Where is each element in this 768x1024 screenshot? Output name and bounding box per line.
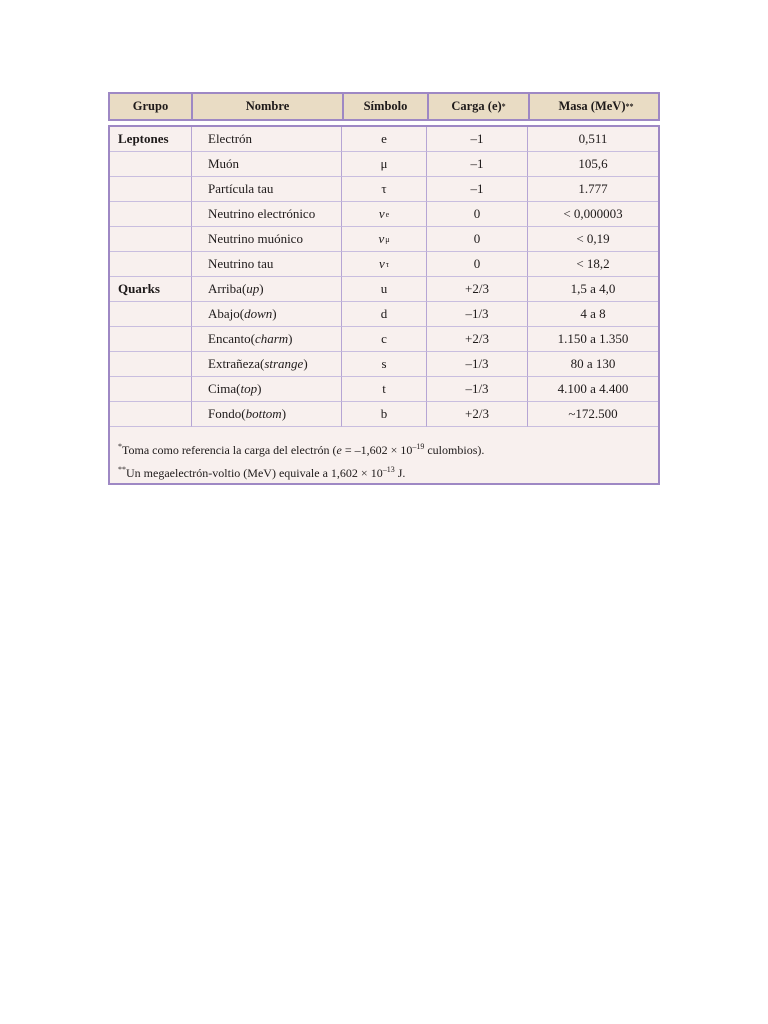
symbol-cell [342, 402, 427, 427]
charge-cell: –1/3 [427, 302, 528, 327]
particle-name-english: up [246, 281, 260, 296]
mass-cell: 1.777 [528, 177, 658, 202]
symbol-cell [342, 227, 427, 252]
particle-symbol: c [381, 331, 387, 346]
header-symbol: Símbolo [344, 94, 429, 119]
charge-cell: +2/3 [427, 402, 528, 427]
table-rows [110, 127, 658, 427]
symbol-cell [342, 302, 427, 327]
header-charge-mark: * [501, 102, 506, 111]
group-cell: Quarks [110, 277, 192, 302]
footnote-2-exp: –13 [382, 465, 395, 474]
particle-name-cell [192, 227, 342, 252]
table-header [108, 92, 660, 121]
particle-name: Neutrino muónico [208, 231, 303, 246]
particle-name: Neutrino tau [208, 256, 274, 271]
mass-cell: ~172.500 [528, 402, 658, 427]
particle-name-english: charm [254, 331, 289, 346]
particle-name-english: down [244, 306, 273, 321]
particle-name: Neutrino electrónico [208, 206, 316, 221]
particle-name: Muón [208, 156, 240, 171]
charge-cell: 0 [427, 252, 528, 277]
charge-cell: –1/3 [427, 352, 528, 377]
charge-cell: +2/3 [427, 327, 528, 352]
footnote-1-exp: –19 [412, 442, 425, 451]
particle-name: Fondo [208, 406, 242, 421]
particle-symbol-subscript: μ [385, 234, 390, 244]
header-mass-label: Masa (MeV) [558, 99, 626, 113]
particle-symbol: ν [378, 231, 385, 246]
symbol-cell [342, 127, 427, 152]
footnote-1-tail: culombios). [424, 443, 485, 457]
footnote-1-var: e [336, 443, 342, 457]
symbol-cell [342, 152, 427, 177]
particle-name-cell [192, 252, 342, 277]
header-group: Grupo [110, 94, 193, 119]
group-cell [110, 377, 192, 402]
table-body [108, 125, 660, 485]
mass-cell: 4.100 a 4.400 [528, 377, 658, 402]
particle-name-cell: Arriba ( up ) [192, 277, 342, 302]
group-cell [110, 252, 192, 277]
particle-symbol: b [380, 406, 388, 421]
mass-cell: 0,511 [528, 127, 658, 152]
mass-cell: 1.150 a 1.350 [528, 327, 658, 352]
charge-cell: –1/3 [427, 377, 528, 402]
footnote-2 [118, 460, 484, 483]
particle-name-cell [192, 127, 342, 152]
particle-name-cell: Abajo ( down ) [192, 302, 342, 327]
mass-cell: 4 a 8 [528, 302, 658, 327]
mass-cell: < 0,000003 [528, 202, 658, 227]
particle-name: Electrón [208, 131, 253, 146]
particle-symbol: μ [380, 156, 388, 171]
particle-table-figure [108, 92, 660, 485]
mass-cell: < 18,2 [528, 252, 658, 277]
footnote-1 [118, 437, 484, 460]
charge-cell: +2/3 [427, 277, 528, 302]
mass-cell: 105,6 [528, 152, 658, 177]
particle-symbol: e [381, 131, 387, 146]
header-charge-label: Carga (e) [451, 99, 502, 113]
symbol-cell [342, 377, 427, 402]
header-mass-mark: ** [625, 102, 634, 111]
group-cell [110, 202, 192, 227]
particle-symbol: t [382, 381, 386, 396]
particle-name-english: bottom [245, 406, 282, 421]
symbol-cell [342, 327, 427, 352]
particle-symbol-subscript: e [385, 209, 390, 219]
particle-name-cell: Encanto ( charm ) [192, 327, 342, 352]
particle-name-cell: Fondo ( bottom ) [192, 402, 342, 427]
symbol-cell [342, 277, 427, 302]
particle-name-english: top [240, 381, 258, 396]
charge-cell: –1 [427, 152, 528, 177]
particle-name-cell [192, 202, 342, 227]
particle-symbol: ν [379, 256, 385, 271]
charge-cell: –1 [427, 177, 528, 202]
particle-symbol-subscript: τ [385, 259, 389, 269]
charge-cell: 0 [427, 227, 528, 252]
particle-name: Encanto [208, 331, 251, 346]
particle-symbol: s [381, 356, 387, 371]
charge-cell: –1 [427, 127, 528, 152]
footnote-1-value: = –1,602 × 10 [341, 443, 413, 457]
particle-name-cell: Cima ( top ) [192, 377, 342, 402]
particle-name-cell [192, 152, 342, 177]
particle-name-english: strange [264, 356, 304, 371]
particle-symbol: d [380, 306, 388, 321]
particle-name-cell: Extrañeza ( strange ) [192, 352, 342, 377]
group-cell [110, 227, 192, 252]
mass-cell: < 0,19 [528, 227, 658, 252]
footnote-2-mark: ** [118, 465, 126, 474]
particle-symbol: τ [381, 181, 387, 196]
footnote-1-mark: * [118, 442, 122, 451]
charge-cell: 0 [427, 202, 528, 227]
group-cell [110, 302, 192, 327]
header-name: Nombre [193, 94, 344, 119]
group-cell: Leptones [110, 127, 192, 152]
header-mass [530, 94, 662, 119]
particle-name-cell [192, 177, 342, 202]
particle-name: Arriba [208, 281, 242, 296]
particle-name: Partícula tau [208, 181, 274, 196]
footnote-2-text: Un megaelectrón-voltio (MeV) equivale a 1,602 × 10 [126, 466, 383, 480]
group-cell [110, 402, 192, 427]
group-cell [110, 177, 192, 202]
group-cell [110, 152, 192, 177]
footnote-1-text: Toma como referencia la carga del electrón ( [122, 443, 337, 457]
group-cell [110, 352, 192, 377]
symbol-cell [342, 352, 427, 377]
symbol-cell [342, 202, 427, 227]
symbol-cell [342, 177, 427, 202]
particle-name: Extrañeza [208, 356, 260, 371]
footnote-2-tail: J. [394, 466, 406, 480]
footnotes [118, 437, 484, 483]
particle-name: Abajo [208, 306, 240, 321]
group-cell [110, 327, 192, 352]
particle-symbol: ν [378, 206, 385, 221]
symbol-cell [342, 252, 427, 277]
particle-name: Cima [208, 381, 237, 396]
mass-cell: 1,5 a 4,0 [528, 277, 658, 302]
particle-symbol: u [380, 281, 388, 296]
mass-cell: 80 a 130 [528, 352, 658, 377]
header-charge [429, 94, 530, 119]
